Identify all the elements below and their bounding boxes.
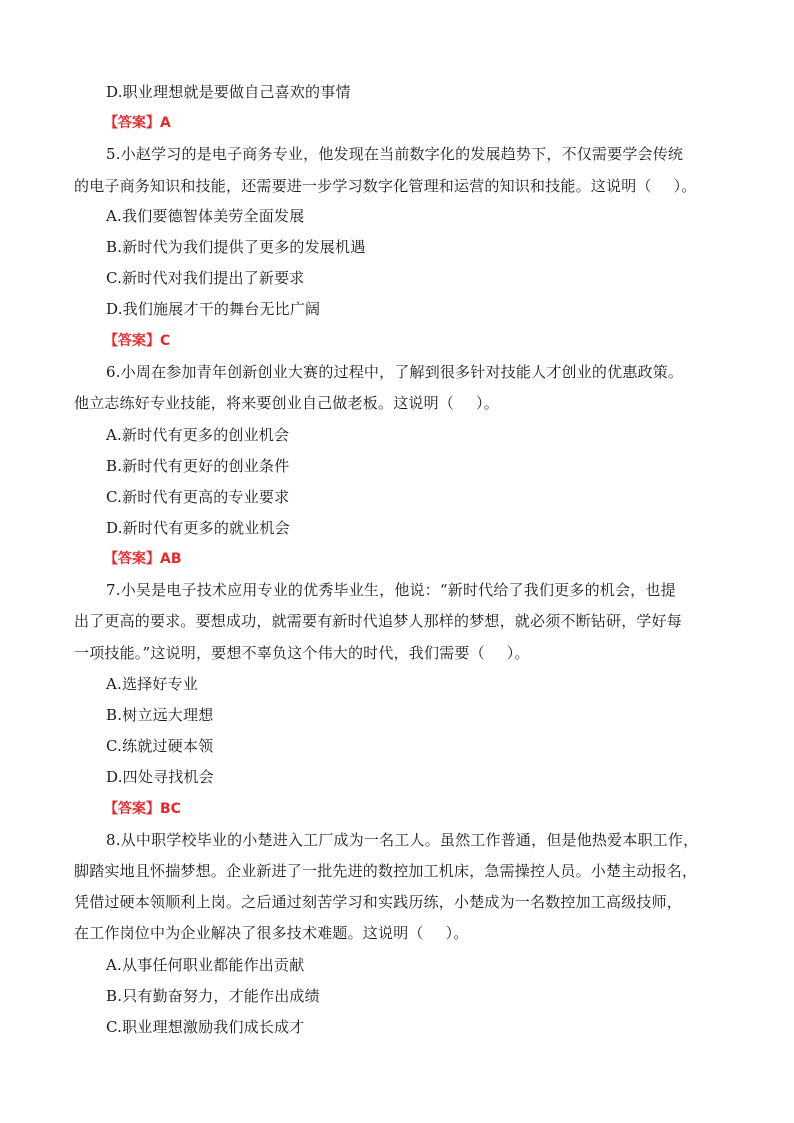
q4-answer — [104, 113, 171, 133]
q7-stem-line-2: 出了更高的要求。要想成功，就需要有新时代追梦人那样的梦想，就必须不断钻研，学好每 — [74, 612, 683, 630]
q6-stem-text: 他立志练好专业技能，将来要创业自己做老板。这说明（ — [74, 394, 455, 412]
q7-option-c: C.练就过硬本领 — [106, 737, 214, 755]
q6-option-b: B.新时代有更好的创业条件 — [106, 457, 290, 475]
q6-stem-end: ）。 — [476, 394, 499, 412]
q7-option-d: D.四处寻找机会 — [106, 768, 214, 786]
q8-option-b: B.只有勤奋努力，才能作出成绩 — [106, 987, 320, 1005]
q8-option-c: C.职业理想激励我们成长成才 — [106, 1018, 305, 1036]
answer-blank — [652, 176, 674, 191]
q5-option-a: A.我们要德智体美劳全面发展 — [106, 207, 305, 225]
q7-stem-end: ）。 — [506, 644, 530, 662]
q8-stem-end: ）。 — [445, 924, 469, 942]
q4-option-d: D.职业理想就是要做自己喜欢的事情 — [106, 83, 351, 101]
q6-stem-line-1: 6.小周在参加青年创新创业大赛的过程中，了解到很多针对技能人才创业的优惠政策。 — [106, 363, 684, 381]
q7-stem-line-3 — [74, 643, 530, 663]
q5-stem-line-1: 5.小赵学习的是电子商务专业，他发现在当前数字化的发展趋势下，不仅需要学会传统 — [106, 145, 684, 163]
q5-stem-end: ）。 — [673, 177, 697, 195]
answer-value: A — [160, 115, 171, 131]
answer-label: 【答案】 — [104, 115, 160, 131]
answer-value: AB — [160, 551, 182, 567]
answer-label: 【答案】 — [104, 333, 160, 349]
q8-stem-line-3: 凭借过硬本领顺利上岗。之后通过刻苦学习和实践历练，小楚成为一名数控加工高级技师， — [74, 893, 683, 911]
answer-blank — [454, 393, 476, 408]
answer-label: 【答案】 — [104, 801, 160, 817]
q7-answer — [104, 799, 181, 819]
q7-option-a: A.选择好专业 — [106, 675, 199, 693]
q8-stem-line-4 — [74, 923, 469, 943]
q8-stem-text: 在工作岗位中为企业解决了很多技术难题。这说明（ — [74, 924, 424, 942]
q5-answer — [104, 331, 170, 351]
q8-stem-line-2: 脚踏实地且怀揣梦想。企业新进了一批先进的数控加工机床，急需操控人员。小楚主动报名， — [74, 862, 698, 880]
q5-option-b: B.新时代为我们提供了更多的发展机遇 — [106, 238, 366, 256]
answer-value: BC — [160, 801, 181, 817]
q5-stem-line-2 — [74, 176, 697, 196]
q5-stem-text: 的电子商务知识和技能，还需要进一步学习数字化管理和运营的知识和技能。这说明（ — [74, 177, 652, 195]
q8-option-a: A.从事任何职业都能作出贡献 — [106, 956, 305, 974]
q5-option-d: D.我们施展才干的舞台无比广阔 — [106, 300, 321, 318]
q5-option-c: C.新时代对我们提出了新要求 — [106, 269, 305, 287]
answer-blank — [424, 923, 446, 938]
answer-blank — [485, 643, 507, 658]
q7-option-b: B.树立远大理想 — [106, 706, 214, 724]
q6-answer — [104, 549, 182, 569]
q7-stem-line-1: 7.小吴是电子技术应用专业的优秀毕业生，他说：“新时代给了我们更多的机会，也提 — [106, 581, 676, 599]
q8-stem-line-1: 8.从中职学校毕业的小楚进入工厂成为一名工人。虽然工作普通，但是他热爱本职工作， — [106, 831, 699, 849]
q6-option-d: D.新时代有更多的就业机会 — [106, 519, 290, 537]
q7-stem-text: 一项技能。”这说明，要想不辜负这个伟大的时代，我们需要（ — [74, 644, 485, 662]
q6-option-a: A.新时代有更多的创业机会 — [106, 426, 290, 444]
q6-option-c: C.新时代有更高的专业要求 — [106, 488, 290, 506]
q6-stem-line-2 — [74, 393, 499, 413]
answer-label: 【答案】 — [104, 551, 160, 567]
answer-value: C — [160, 333, 171, 349]
